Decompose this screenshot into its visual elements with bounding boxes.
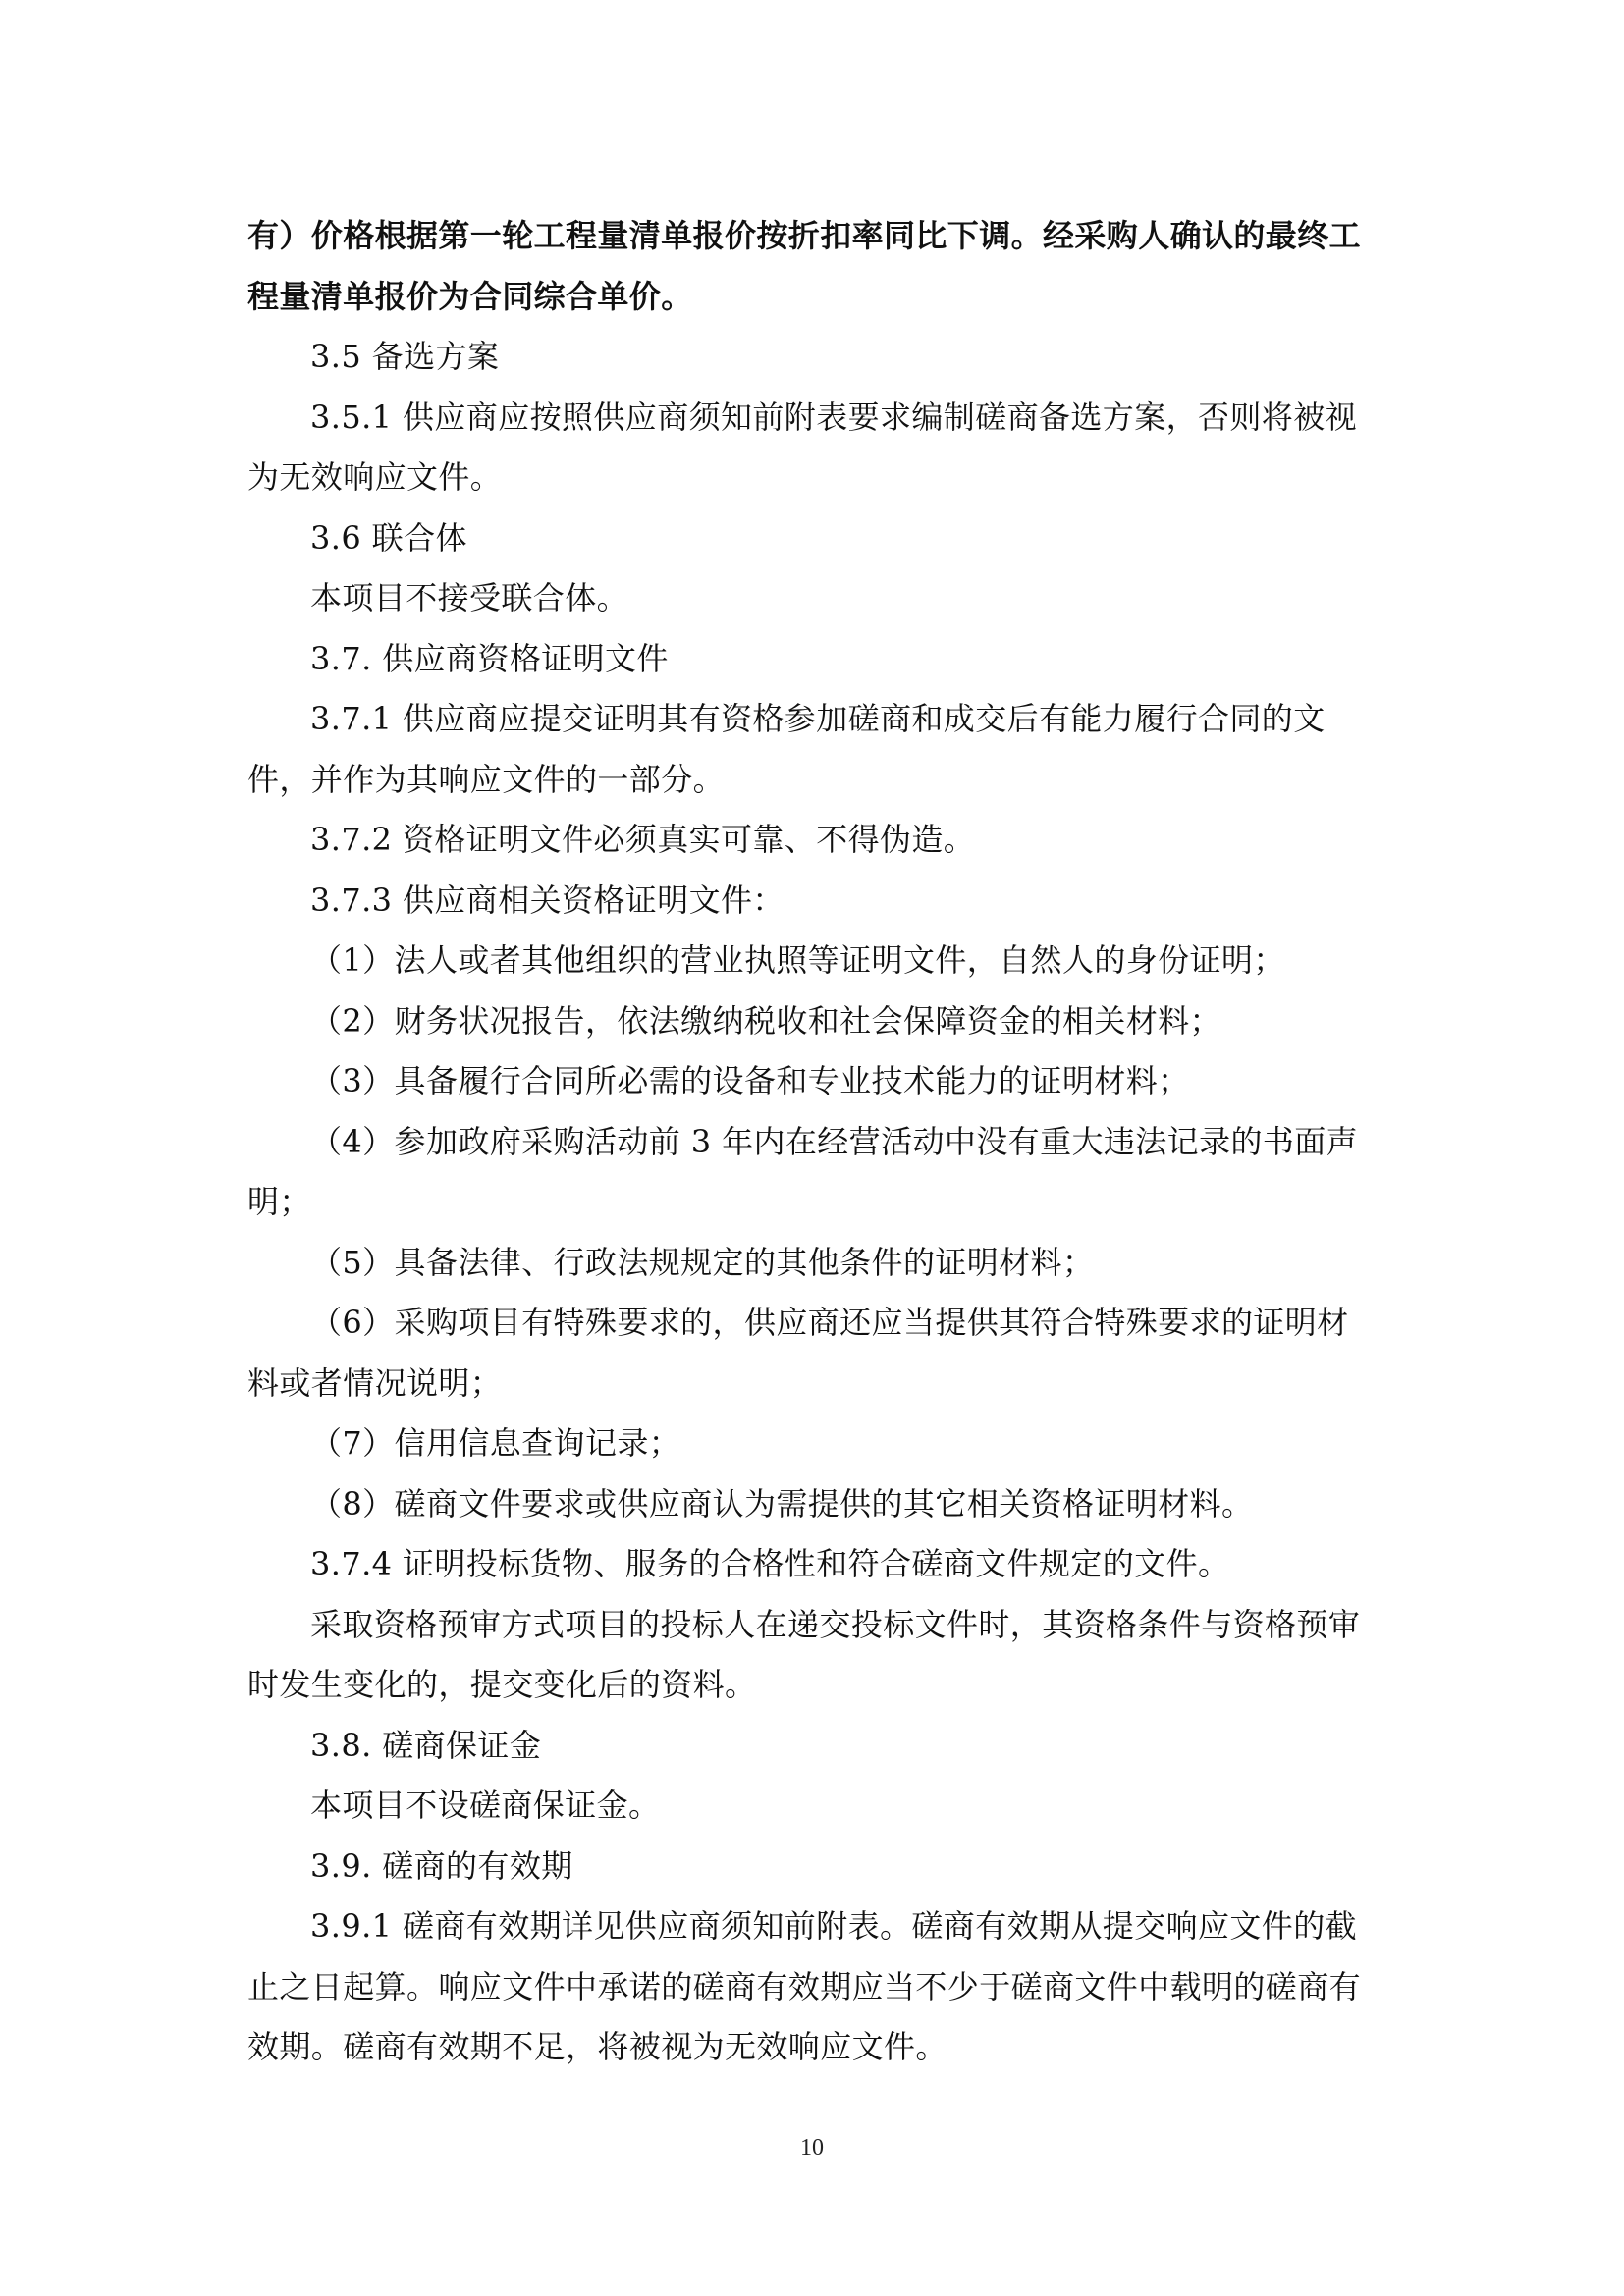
text-line: （3）具备履行合同所必需的设备和专业技术能力的证明材料； — [310, 1062, 1190, 1099]
text-line: （4）参加政府采购活动前 3 年内在经营活动中没有重大违法记录的书面声 — [310, 1122, 1359, 1160]
text-line: 本项目不接受联合体。 — [310, 579, 629, 616]
text-line: 3.9.1 磋商有效期详见供应商须知前附表。磋商有效期从提交响应文件的截 — [310, 1907, 1357, 1945]
text-line: 3.7.3 供应商相关资格证明文件： — [310, 881, 785, 919]
text-line: 3.6 联合体 — [310, 518, 467, 557]
document-body — [247, 206, 1386, 2078]
text-line: 3.5.1 供应商应按照供应商须知前附表要求编制磋商备选方案，否则将被视 — [310, 398, 1357, 436]
text-line: （7）信用信息查询记录； — [310, 1424, 681, 1462]
text-line: （6）采购项目有特殊要求的，供应商还应当提供其符合特殊要求的证明材 — [310, 1304, 1349, 1341]
text-line: 程量清单报价为合同综合单价。 — [247, 277, 693, 315]
text-line: 3.7.2 资格证明文件必须真实可靠、不得伪造。 — [310, 821, 976, 858]
text-line: 3.7.4 证明投标货物、服务的合格性和符合磋商文件规定的文件。 — [310, 1545, 1230, 1582]
text-line: 3.5 备选方案 — [310, 338, 500, 375]
text-line: 件，并作为其响应文件的一部分。 — [247, 760, 726, 798]
text-line: （2）财务状况报告，依法缴纳税收和社会保障资金的相关材料； — [310, 1001, 1221, 1040]
text-line: 本项目不设磋商保证金。 — [310, 1787, 661, 1824]
page-number: 10 — [800, 2135, 824, 2161]
text-line: 时发生变化的，提交变化后的资料。 — [247, 1666, 757, 1703]
text-line: （5）具备法律、行政法规规定的其他条件的证明材料； — [310, 1243, 1095, 1281]
text-line: 效期。磋商有效期不足，将被视为无效响应文件。 — [247, 2028, 947, 2065]
text-line: 采取资格预审方式项目的投标人在递交投标文件时，其资格条件与资格预审 — [310, 1605, 1361, 1643]
text-line: 3.7.1 供应商应提交证明其有资格参加磋商和成交后有能力履行合同的文 — [310, 700, 1326, 737]
text-line: 有）价格根据第一轮工程量清单报价按折扣率同比下调。经采购人确认的最终工 — [247, 217, 1362, 254]
text-line: 止之日起算。响应文件中承诺的磋商有效期应当不少于磋商文件中载明的磋商有 — [247, 1967, 1362, 2005]
text-line: 3.8. 磋商保证金 — [310, 1726, 542, 1764]
text-line: 3.9. 磋商的有效期 — [310, 1846, 573, 1885]
text-line: 3.7. 供应商资格证明文件 — [310, 639, 669, 677]
text-line: 料或者情况说明； — [247, 1363, 503, 1402]
text-line: （1）法人或者其他组织的营业执照等证明文件，自然人的身份证明； — [310, 941, 1285, 979]
text-line: 为无效响应文件。 — [247, 458, 503, 496]
text-line: （8）磋商文件要求或供应商认为需提供的其它相关资格证明材料。 — [310, 1484, 1254, 1522]
text-line: 明； — [247, 1183, 311, 1220]
